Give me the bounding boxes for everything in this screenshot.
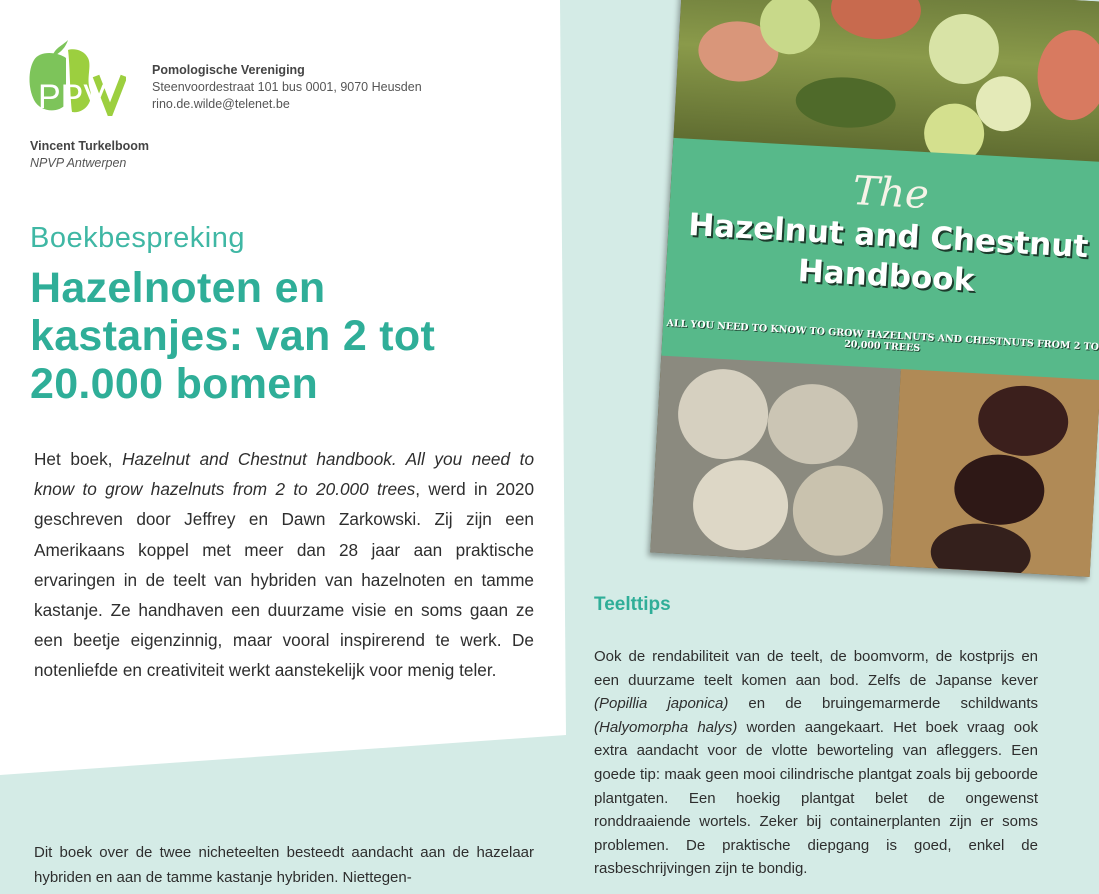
article-kicker: Boekbespreking: [30, 222, 245, 254]
cover-title-line1: Hazelnut and Chestnut: [687, 206, 1090, 266]
lead-book-title: Hazelnut and Chestnut handbook. All you need to know to grow hazelnuts from 2 to 20.000 trees: [34, 449, 535, 500]
org-address: Steenvoordestraat 101 bus 0001, 9070 Heusden: [152, 80, 422, 94]
org-email: rino.de.wilde@telenet.be: [152, 97, 290, 111]
svg-text:PPV: PPV: [38, 78, 107, 116]
ppv-logo: [26, 38, 126, 116]
teelttips-text-2: en de bruingemarmerde schildwants: [728, 695, 1038, 713]
teelttips-species-2: (Halyomorpha halys): [594, 718, 738, 736]
cover-photo-hazelnuts: [650, 356, 901, 569]
teelttips-heading: Teelttips: [594, 594, 671, 615]
author-name: Vincent Turkelboom: [30, 139, 150, 153]
lead-text-1: Het boek,: [34, 449, 123, 469]
book-cover-area: [606, 0, 1099, 580]
cover-title-line2: Handbook: [796, 253, 976, 299]
teelttips-text-1: Ook de rendabiliteit van de teelt, de boomvorm, de kostprijs en een duurzame teelt komen aan bod. Zelfs de Japanse kever: [594, 648, 1038, 689]
lead-text-2: , werd in 2020 geschreven door Jeffrey en Dawn Zarkowski. Zij zijn een Amerikaans koppel met meer dan 28 jaar aan praktische ervaringen in de teelt van hybriden van hazelnoten en tamme kastanje. Ze handhaven een duurzame visie en soms gaan ze een beetje eigenzinnig, maar vooral inspirerend te werk. De notenliefde en creativiteit werkt aanstekelijk voor menig teler.: [34, 479, 535, 681]
org-block: [152, 62, 422, 113]
book-cover: [650, 0, 1099, 577]
cover-the: The: [851, 168, 931, 219]
article-title: Hazelnoten en kastanjes: van 2 tot 20.000 bomen: [30, 264, 436, 408]
teelttips-text-3: worden aangekaart. Het boek vraag ook extra aandacht voor de vlotte beworteling van afleggers. Een goede tip: maak geen mooi cilindrische plantgat zoals bij geboorde plantgaten. Een hoekig plantgat belet de ongewenst ronddraaiende wortels. Zeker bij containerplanten zijn er soms problemen. De praktische diepgang is goed, enkel de rasbeschrijvingen zijn te bondig.: [594, 718, 1038, 878]
cover-subtitle: ALL YOU NEED TO KNOW TO GROW HAZELNUTS AND CHESTNUTS FROM 2 TO 20,000 TREES: [666, 317, 1099, 355]
lead-paragraph: [34, 444, 534, 686]
org-name: Pomologische Vereniging: [152, 63, 305, 77]
teelttips-paragraph: [594, 645, 1038, 881]
teelttips-species-1: (Popillia japonica): [594, 695, 729, 713]
author-block: [30, 138, 149, 172]
bottom-paragraph: Dit boek over de twee nicheteelten besteedt aandacht aan de hazelaar hybriden en aan de tamme kastanje hybriden. Niettegen-: [34, 844, 534, 886]
cover-photo-chestnuts: [890, 369, 1099, 577]
author-affiliation: NPVP Antwerpen: [30, 156, 127, 170]
